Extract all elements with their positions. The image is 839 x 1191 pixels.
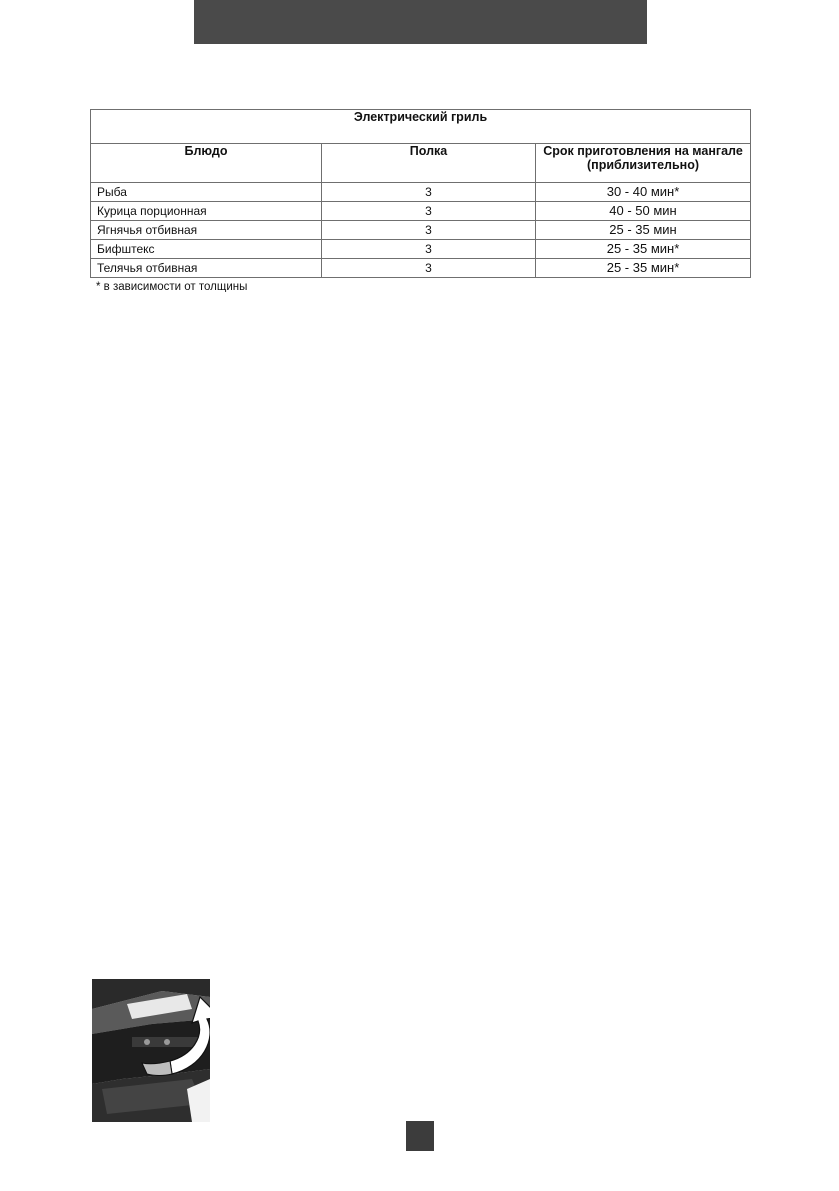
column-header-shelf: Полка [322, 144, 536, 183]
column-header-time: Срок приготовления на мангале (приблизительно) [536, 144, 751, 183]
header-bar [194, 0, 647, 44]
cell-time: 30 - 40 мин* [536, 183, 751, 202]
cell-shelf: 3 [322, 259, 536, 278]
cell-shelf: 3 [322, 183, 536, 202]
table-title: Электрический гриль [91, 110, 751, 144]
cell-dish: Бифштекс [91, 240, 322, 259]
table-row [91, 183, 751, 202]
column-header-dish: Блюдо [91, 144, 322, 183]
cell-time: 40 - 50 мин [536, 202, 751, 221]
curved-arrow-icon [92, 979, 210, 1122]
cell-time: 25 - 35 мин [536, 221, 751, 240]
cell-time: 25 - 35 мин* [536, 240, 751, 259]
cell-dish: Ягнячья отбивная [91, 221, 322, 240]
table-row [91, 240, 751, 259]
cell-shelf: 3 [322, 202, 536, 221]
table-row [91, 202, 751, 221]
table-title-row [91, 110, 751, 144]
cell-shelf: 3 [322, 240, 536, 259]
page-number-box [406, 1121, 434, 1151]
table-row [91, 259, 751, 278]
cell-dish: Рыба [91, 183, 322, 202]
table-footnote: * в зависимости от толщины [96, 281, 248, 292]
grill-table [90, 109, 751, 278]
grill-table-container [90, 109, 750, 278]
oven-door-photo [92, 979, 210, 1122]
table-row [91, 221, 751, 240]
cell-shelf: 3 [322, 221, 536, 240]
cell-dish: Телячья отбивная [91, 259, 322, 278]
cell-dish: Курица порционная [91, 202, 322, 221]
cell-time: 25 - 35 мин* [536, 259, 751, 278]
table-header-row [91, 144, 751, 183]
